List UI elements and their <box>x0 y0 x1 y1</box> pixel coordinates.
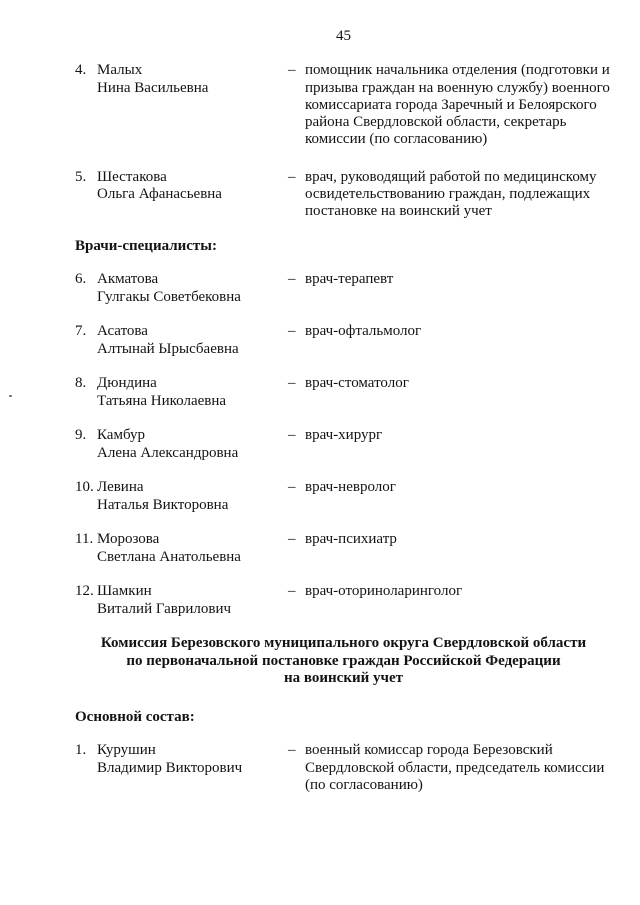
entry-given-names: Владимир Викторович <box>97 759 243 776</box>
entry-name <box>97 427 288 462</box>
entry-name <box>97 169 288 204</box>
list-item-12 <box>75 583 612 618</box>
entry-given-names: Виталий Гаврилович <box>97 600 232 617</box>
entry-surname: Малых <box>97 62 143 79</box>
entry-surname: Шестакова <box>97 168 167 185</box>
entry-surname: Морозова <box>97 531 160 548</box>
entry-given-names: Алена Александровна <box>97 444 239 461</box>
commission-heading-line-2: по первоначальной постановке граждан Российской Федерации <box>126 652 561 669</box>
entry-dash: – <box>288 583 296 600</box>
entry-number: 5. <box>75 168 87 185</box>
entry-given-names: Светлана Анатольевна <box>97 548 241 565</box>
entry-name <box>97 271 288 306</box>
entry-name <box>97 62 288 97</box>
entry-given-names: Гулгакы Советбековна <box>97 288 241 305</box>
entry-role: врач-терапевт <box>305 271 394 288</box>
list-item-1 <box>75 742 612 794</box>
list-item-10 <box>75 479 612 514</box>
entry-surname: Левина <box>97 479 144 496</box>
commission-heading-line-1: Комиссия Березовского муниципального округа Свердловской области <box>100 635 587 652</box>
list-item-9 <box>75 427 612 462</box>
entry-number: 9. <box>75 427 87 444</box>
entry-dash: – <box>288 271 296 288</box>
entry-dash: – <box>288 427 296 444</box>
entry-role: врач, руководящий работой по медицинскому освидетельствованию граждан, подлежащих постановке на воинский учет <box>305 168 597 220</box>
entry-dash: – <box>288 323 296 340</box>
entry-role: военный комиссар города Березовский Свердловской области, председатель комиссии (по согласованию) <box>305 742 605 794</box>
entry-name <box>97 742 288 777</box>
entry-number: 10. <box>75 479 94 496</box>
entry-role: врач-оториноларинголог <box>305 583 463 600</box>
entry-role: врач-психиатр <box>305 531 397 548</box>
entry-number: 6. <box>75 271 87 288</box>
entry-name <box>97 531 288 566</box>
entry-surname: Дюндина <box>97 375 157 392</box>
list-item-11 <box>75 531 612 566</box>
entry-number: 12. <box>75 583 94 600</box>
page-number: 45 <box>336 28 351 44</box>
entry-given-names: Ольга Афанасьевна <box>97 186 222 203</box>
entry-number: 4. <box>75 62 87 79</box>
entry-given-names: Нина Васильевна <box>97 79 209 96</box>
entry-role: помощник начальника отделения (подготовки и призыва граждан на военную службу) военного комиссариата города Заречный и Белоярского района Свердловской области, секретарь комиссии (по согласованию) <box>305 62 610 148</box>
entry-surname: Акматова <box>97 271 159 288</box>
entry-number: 1. <box>75 742 87 759</box>
commission-heading-line-3: на воинский учет <box>284 669 403 686</box>
scan-artifact-dot <box>9 395 12 397</box>
entry-name <box>97 375 288 410</box>
entry-dash: – <box>288 375 296 392</box>
entry-number: 11. <box>75 531 94 548</box>
entry-number: 7. <box>75 323 87 340</box>
entry-dash: – <box>288 742 296 759</box>
entry-dash: – <box>288 531 296 548</box>
entry-dash: – <box>288 62 296 79</box>
doctors-section-label: Врачи-специалисты: <box>75 238 218 255</box>
list-item-4 <box>75 62 612 148</box>
page-content <box>75 28 612 794</box>
main-staff-section-label: Основной состав: <box>75 709 195 726</box>
entry-name <box>97 323 288 358</box>
entry-surname: Асатова <box>97 323 148 340</box>
entry-surname: Курушин <box>97 742 156 759</box>
entry-role: врач-хирург <box>305 427 383 444</box>
list-item-8 <box>75 375 612 410</box>
list-item-6 <box>75 271 612 306</box>
entry-given-names: Наталья Викторовна <box>97 496 229 513</box>
entry-given-names: Алтынай Ырысбаевна <box>97 340 239 357</box>
entry-role: врач-стоматолог <box>305 375 409 392</box>
entry-dash: – <box>288 479 296 496</box>
entry-dash: – <box>288 168 296 185</box>
commission-heading <box>75 635 612 687</box>
entry-role: врач-невролог <box>305 479 396 496</box>
entry-name <box>97 479 288 514</box>
entry-given-names: Татьяна Николаевна <box>97 392 227 409</box>
entry-role: врач-офтальмолог <box>305 323 422 340</box>
entry-number: 8. <box>75 375 87 392</box>
entry-surname: Шамкин <box>97 583 152 600</box>
list-item-5 <box>75 169 612 221</box>
entry-surname: Камбур <box>97 427 146 444</box>
list-item-7 <box>75 323 612 358</box>
entry-name <box>97 583 288 618</box>
